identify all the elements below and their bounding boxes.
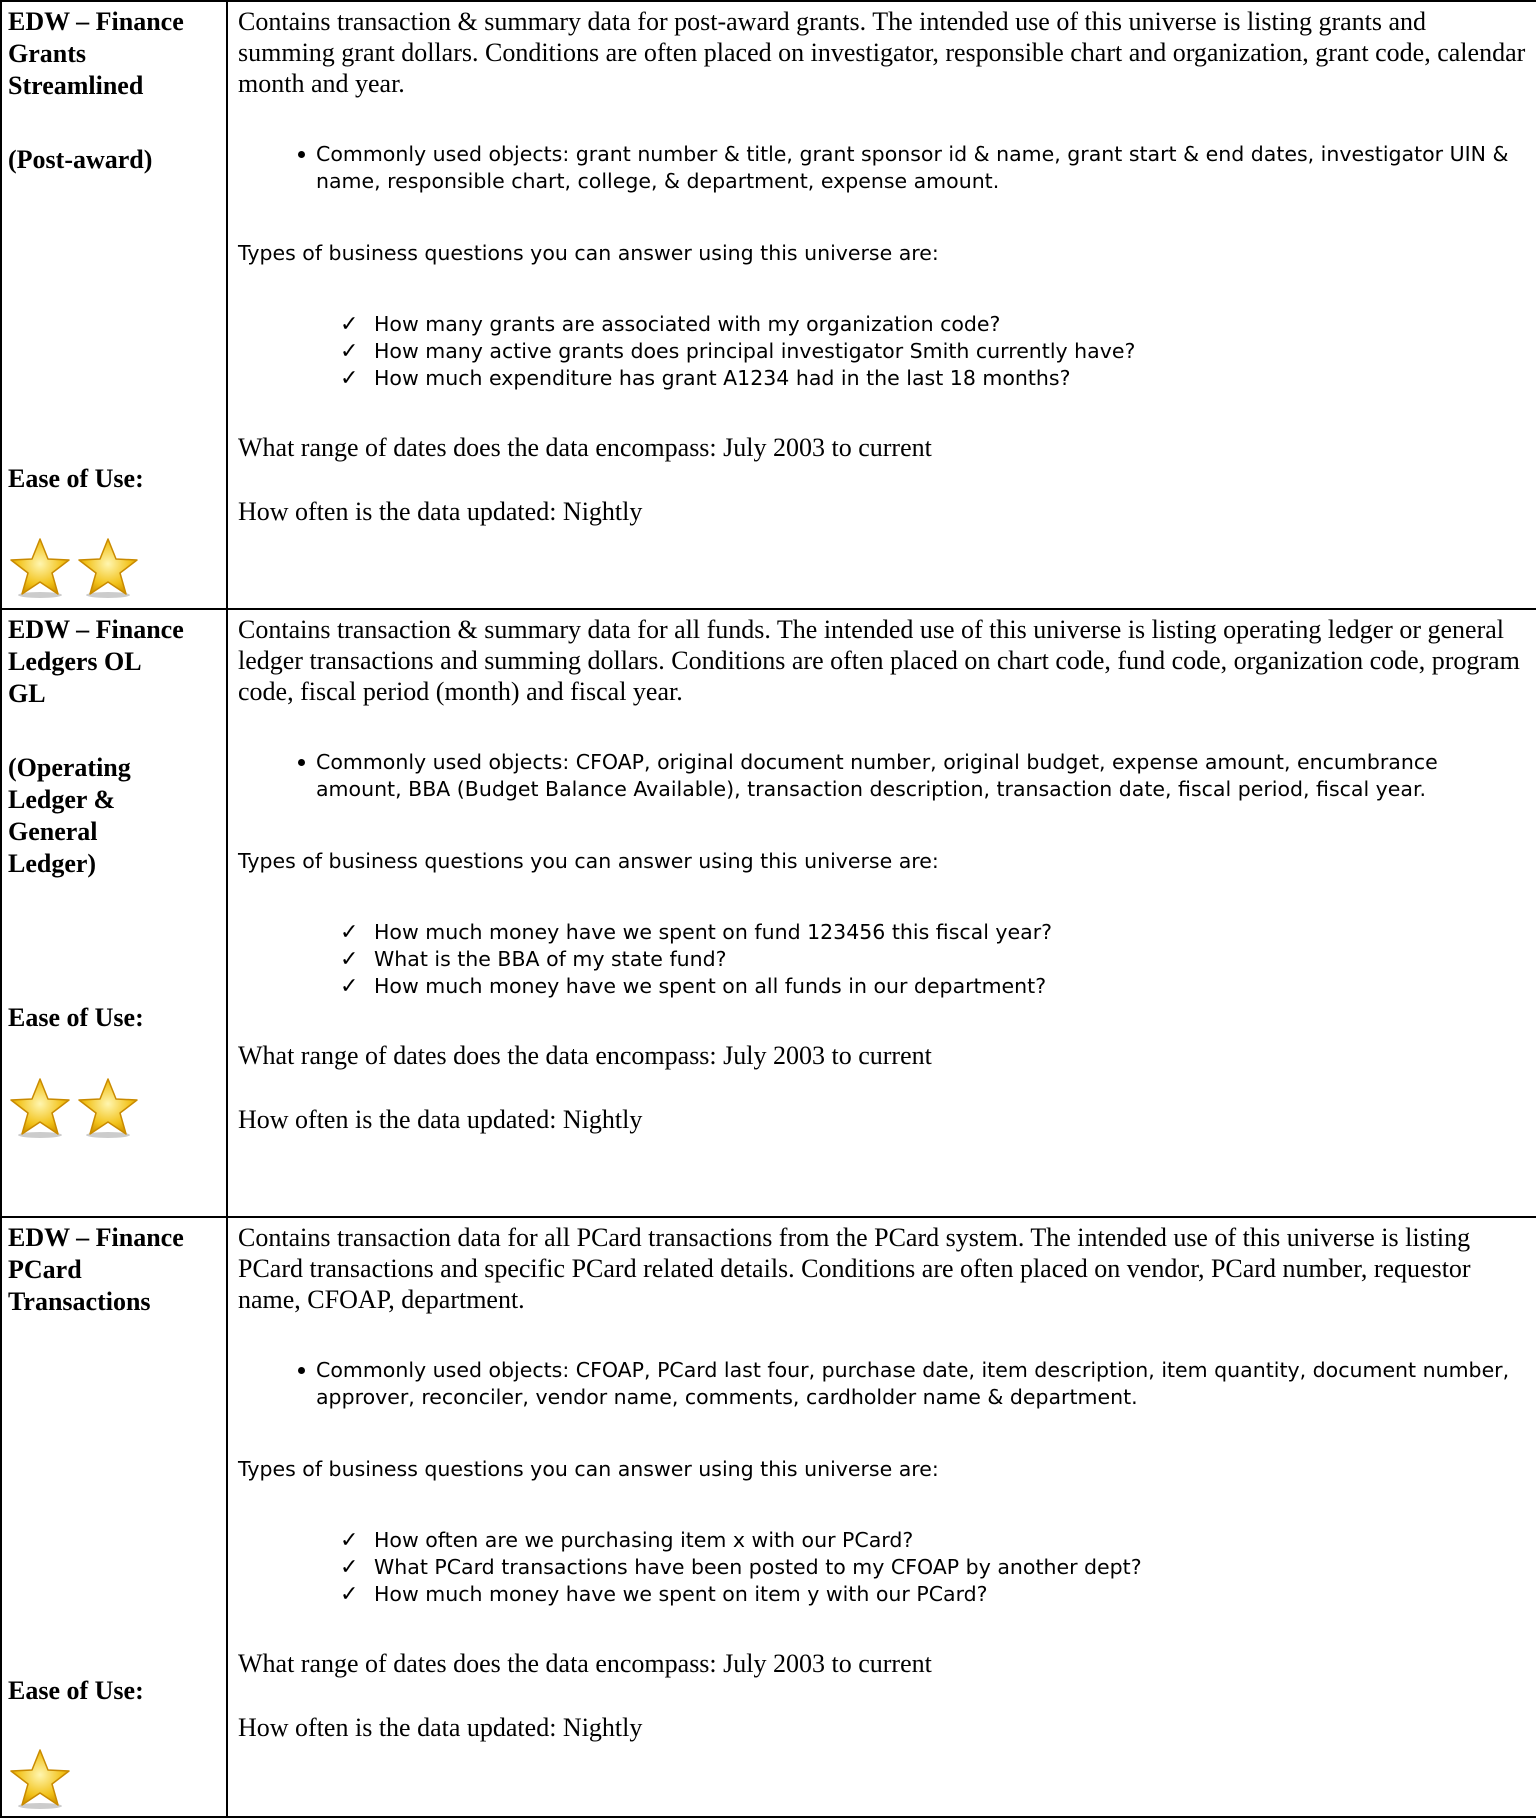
universe-description: Contains transaction data for all PCard transactions from the PCard system. The intended use of this universe is listing PCard transactions and specific PCard related details. Conditions are often placed on vendor, PCard number, requestor name, CFOAP, department. (238, 1223, 1471, 1314)
bullet-icon (298, 151, 305, 158)
subtitle-line: Ledger) (8, 849, 97, 878)
question-text: How much expenditure has grant A1234 had in the last 18 months? (374, 366, 1071, 390)
title-line: EDW – Finance (8, 1223, 184, 1252)
questions-list (228, 311, 1536, 392)
universe-name-cell (1, 1, 227, 609)
list-item (228, 1357, 1536, 1411)
checkmark-icon: ✓ (340, 312, 359, 337)
table-row (1, 609, 1536, 1217)
title-line: Grants (8, 39, 86, 68)
question-text: What is the BBA of my state fund? (374, 947, 727, 971)
subtitle-line: Ledger & (8, 785, 116, 814)
checkmark-icon: ✓ (340, 1528, 359, 1553)
title-line: GL (8, 679, 46, 708)
list-item (228, 749, 1536, 803)
universe-details-cell (227, 1217, 1536, 1817)
star-icon (8, 535, 72, 599)
objects-text: Commonly used objects: grant number & title, grant sponsor id & name, grant start & end dates, investigator UIN & name, responsible chart, college, & department, expense amount. (316, 142, 1509, 193)
list-item (228, 338, 1536, 365)
checkmark-icon: ✓ (340, 1582, 359, 1607)
subtitle-line: (Post-award) (8, 145, 153, 174)
universe-title (2, 1218, 226, 1318)
checkmark-icon: ✓ (340, 947, 359, 972)
question-text: How many active grants does principal investigator Smith currently have? (374, 339, 1136, 363)
date-range: What range of dates does the data encompass: July 2003 to current (238, 1649, 932, 1678)
table-row (1, 1, 1536, 609)
title-line: Transactions (8, 1287, 151, 1316)
questions-intro: Types of business questions you can answer using this universe are: (238, 241, 939, 265)
universe-subtitle (2, 144, 226, 176)
date-range: What range of dates does the data encompass: July 2003 to current (238, 433, 932, 462)
ease-of-use-label: Ease of Use: (8, 464, 144, 493)
list-item (228, 141, 1536, 195)
universe-details-cell (227, 609, 1536, 1217)
universe-description: Contains transaction & summary data for post-award grants. The intended use of this universe is listing grants and summing grant dollars. Conditions are often placed on investigator, responsible chart and organization, grant code, calendar month and year. (238, 7, 1526, 98)
checkmark-icon: ✓ (340, 974, 359, 999)
objects-list (228, 1357, 1536, 1411)
star-icon (8, 1075, 72, 1139)
question-text: What PCard transactions have been posted to my CFOAP by another dept? (374, 1555, 1142, 1579)
list-item (228, 365, 1536, 392)
date-range: What range of dates does the data encompass: July 2003 to current (238, 1041, 932, 1070)
questions-list (228, 919, 1536, 1000)
question-text: How much money have we spent on item y with our PCard? (374, 1582, 988, 1606)
bullet-icon (298, 759, 305, 766)
ease-rating (8, 1746, 72, 1810)
bullet-icon (298, 1367, 305, 1374)
ease-of-use-label: Ease of Use: (8, 1676, 144, 1705)
question-text: How often are we purchasing item x with our PCard? (374, 1528, 914, 1552)
universe-name-cell (1, 1217, 227, 1817)
star-icon (76, 535, 140, 599)
star-icon (8, 1746, 72, 1810)
title-line: EDW – Finance (8, 7, 184, 36)
update-frequency: How often is the data updated: Nightly (238, 1105, 643, 1134)
questions-intro: Types of business questions you can answer using this universe are: (238, 1457, 939, 1481)
checkmark-icon: ✓ (340, 1555, 359, 1580)
questions-list (228, 1527, 1536, 1608)
list-item (228, 946, 1536, 973)
universe-name-cell (1, 609, 227, 1217)
ease-rating (8, 1075, 140, 1139)
title-line: EDW – Finance (8, 615, 184, 644)
questions-intro: Types of business questions you can answer using this universe are: (238, 849, 939, 873)
subtitle-line: (Operating (8, 753, 131, 782)
universe-subtitle (2, 752, 226, 880)
objects-text: Commonly used objects: CFOAP, PCard last four, purchase date, item description, item quantity, document number, approver, reconciler, vendor name, comments, cardholder name & department. (316, 1358, 1510, 1409)
question-text: How much money have we spent on fund 123456 this fiscal year? (374, 920, 1053, 944)
question-text: How many grants are associated with my organization code? (374, 312, 1001, 336)
list-item (228, 1554, 1536, 1581)
checkmark-icon: ✓ (340, 366, 359, 391)
ease-rating (8, 535, 140, 599)
ease-of-use-label: Ease of Use: (8, 1003, 144, 1032)
title-line: PCard (8, 1255, 82, 1284)
checkmark-icon: ✓ (340, 920, 359, 945)
update-frequency: How often is the data updated: Nightly (238, 497, 643, 526)
subtitle-line: General (8, 817, 98, 846)
universe-title (2, 610, 226, 710)
title-line: Ledgers OL (8, 647, 142, 676)
list-item (228, 919, 1536, 946)
list-item (228, 1527, 1536, 1554)
universe-title (2, 2, 226, 102)
update-frequency: How often is the data updated: Nightly (238, 1713, 643, 1742)
objects-list (228, 749, 1536, 803)
list-item (228, 973, 1536, 1000)
list-item (228, 1581, 1536, 1608)
question-text: How much money have we spent on all funds in our department? (374, 974, 1047, 998)
table-row (1, 1217, 1536, 1817)
title-line: Streamlined (8, 71, 144, 100)
objects-list (228, 141, 1536, 195)
checkmark-icon: ✓ (340, 339, 359, 364)
objects-text: Commonly used objects: CFOAP, original document number, original budget, expense amount, encumbrance amount, BBA (Budget Balance Available), transaction description, transaction date, fiscal period, fiscal year. (316, 750, 1438, 801)
star-icon (76, 1075, 140, 1139)
universe-details-cell (227, 1, 1536, 609)
list-item (228, 311, 1536, 338)
universe-description: Contains transaction & summary data for all funds. The intended use of this universe is listing operating ledger or general ledger transactions and summing dollars. Conditions are often placed on chart code, fund code, organization code, program code, fiscal period (month) and fiscal year. (238, 615, 1520, 706)
